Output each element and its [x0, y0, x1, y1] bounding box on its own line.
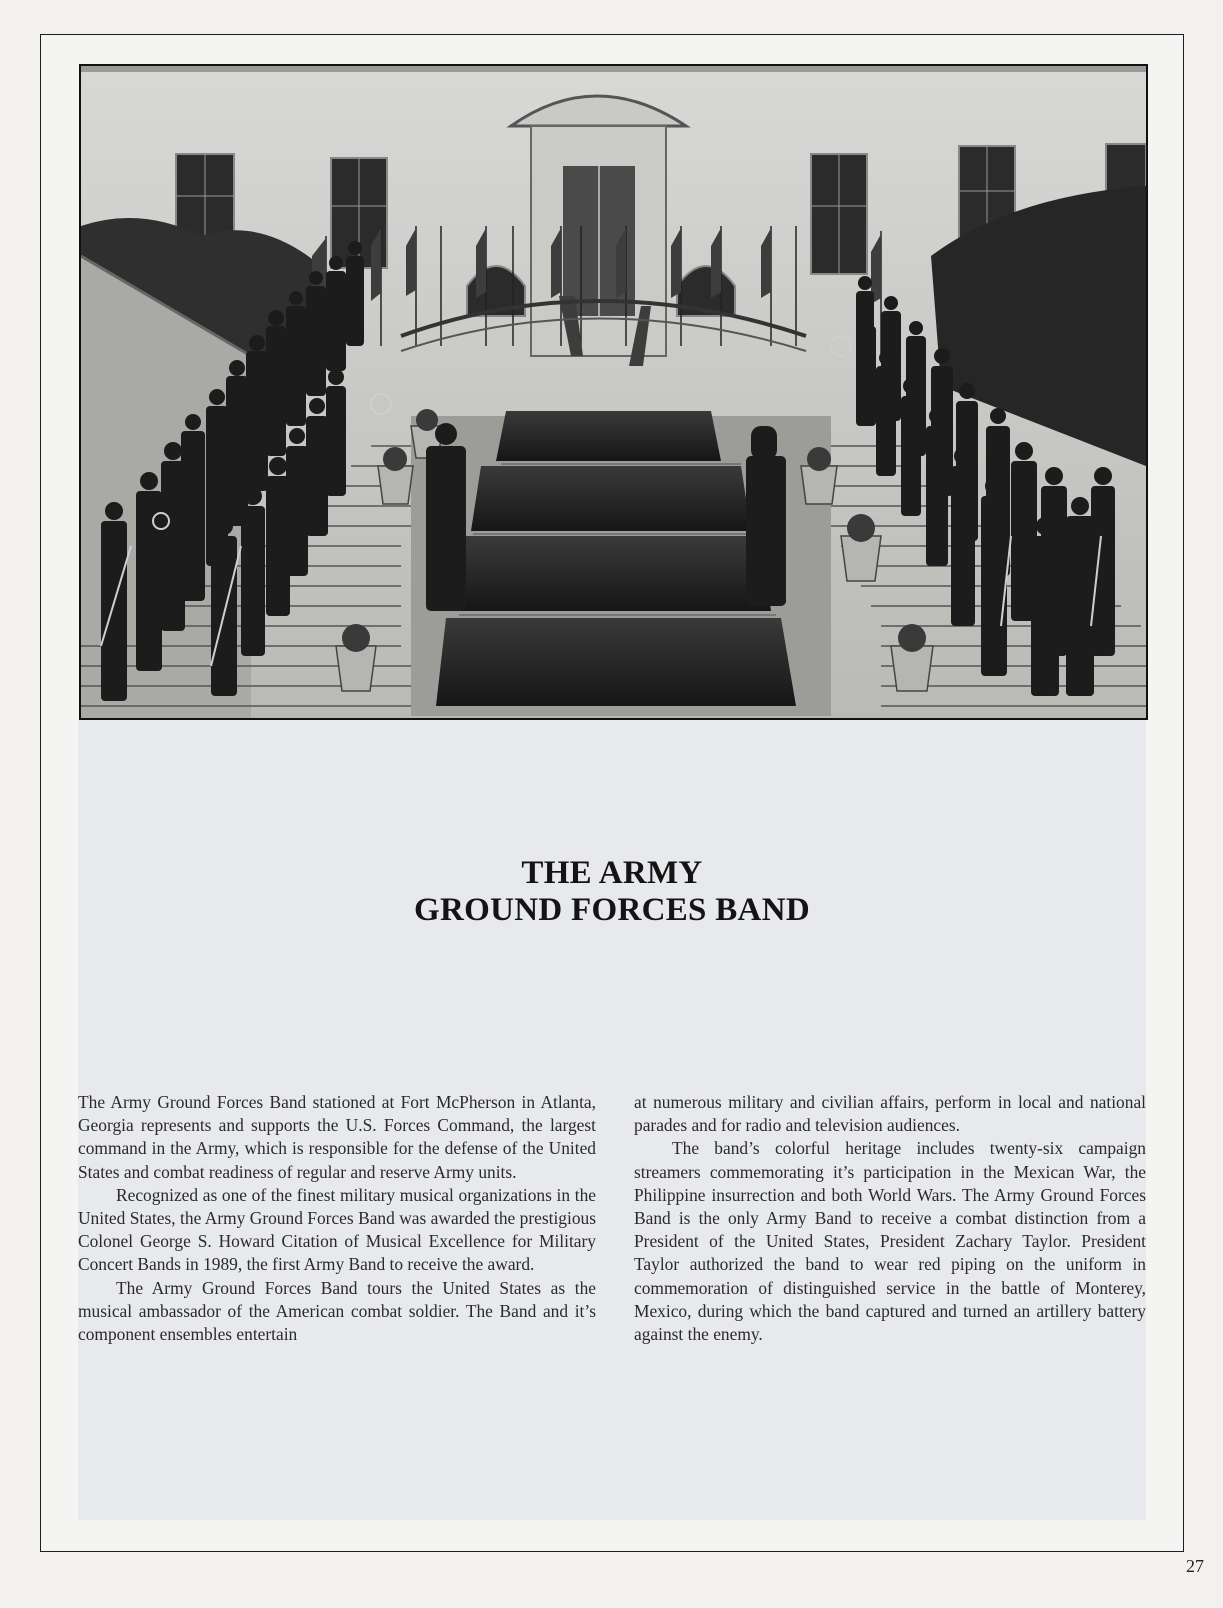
title-line-2: GROUND FORCES BAND [414, 892, 810, 928]
band-photo [79, 64, 1148, 720]
paragraph: The Army Ground Forces Band stationed at Fort McPherson in Atlanta, Georgia represents and supports the U.S. Forces Command, the largest command in the Army, which is responsible for the defense of the United States and combat readiness of regular and reserve Army units. [78, 1092, 596, 1182]
paragraph: The band’s colorful heritage includes twenty-six campaign streamers commemorating it’s participation in the Mexican War, the Philippine insurrection and both World Wars. The Army Ground Forces Band is the only Army Band to receive a combat distinction from a President of the United States, President Zachary Taylor. President Taylor authorized the band to wear red piping on the uniform in commemoration of distinguished service in the battle of Monterey, Mexico, during which the band captured and turned an artillery battery against the enemy. [634, 1138, 1146, 1345]
paragraph: The Army Ground Forces Band tours the United States as the musical ambassador of the American combat soldier. The Band and it’s component ensembles entertain [78, 1277, 596, 1345]
title-line-1: THE ARMY [521, 855, 703, 891]
article-title [78, 855, 1146, 929]
body-column-right [634, 1091, 1146, 1346]
paragraph: Recognized as one of the finest military musical organizations in the United States, the Army Ground Forces Band was awarded the prestigious Colonel George S. Howard Citation of Musical Excellence for Military Concert Bands in 1989, the first Army Band to receive the award. [78, 1184, 596, 1275]
paragraph: at numerous military and civilian affairs, perform in local and national parades and for radio and television audiences. [634, 1092, 1146, 1136]
page-number: 27 [1186, 1556, 1204, 1576]
body-column-left [78, 1091, 596, 1346]
